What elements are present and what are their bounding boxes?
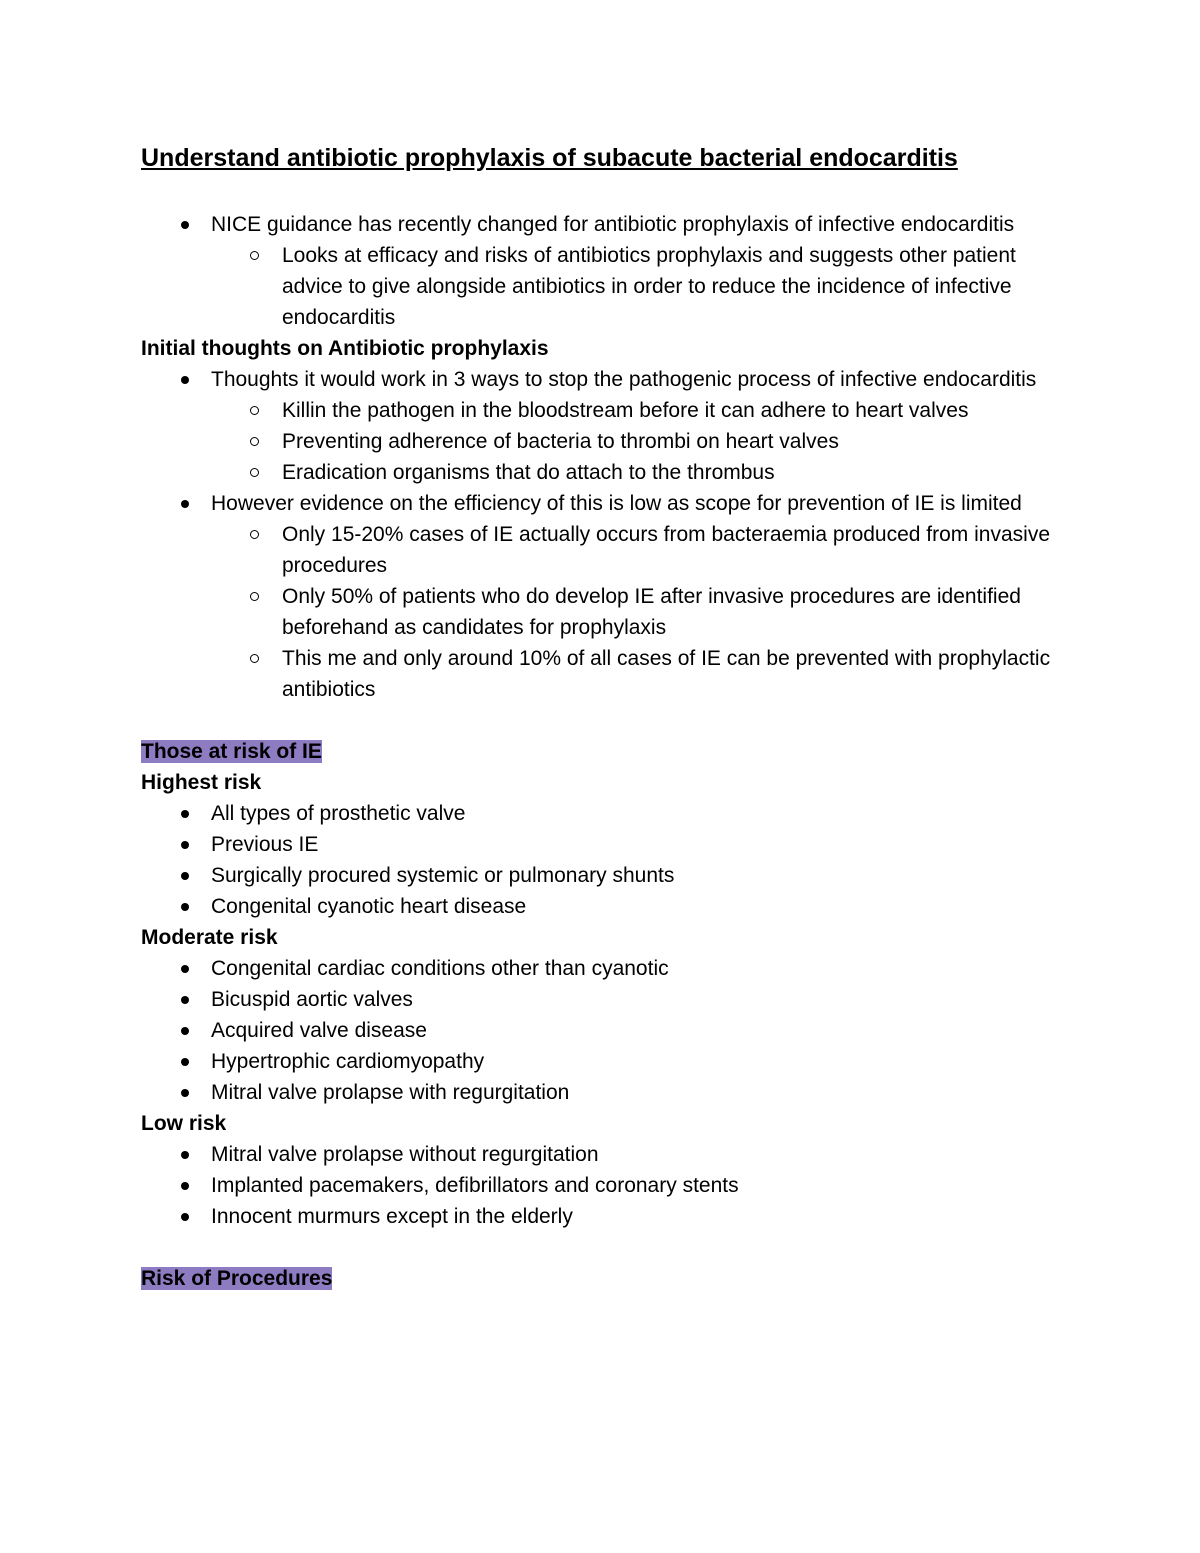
list-item: Congenital cyanotic heart disease — [141, 891, 1071, 922]
list-item: Acquired valve disease — [141, 1015, 1071, 1046]
list-item: Innocent murmurs except in the elderly — [141, 1201, 1071, 1232]
sub-list — [211, 519, 1071, 705]
intro-list — [141, 209, 1071, 333]
list-item-text: However evidence on the efficiency of this is low as scope for prevention of IE is limited — [211, 492, 1022, 515]
sub-list-item: Eradication organisms that do attach to the thrombus — [141, 457, 1071, 488]
sub-list-item: This me and only around 10% of all cases of IE can be prevented with prophylactic antibiotics — [141, 643, 1071, 705]
list-item: All types of prosthetic valve — [141, 798, 1071, 829]
sub-list-item: Preventing adherence of bacteria to thrombi on heart valves — [141, 426, 1071, 457]
highlighted-heading-text: Risk of Procedures — [141, 1267, 333, 1290]
list-item: Implanted pacemakers, defibrillators and coronary stents — [141, 1170, 1071, 1201]
sub-list — [211, 395, 1071, 488]
subheading-highest-risk: Highest risk — [141, 771, 262, 794]
list-item — [141, 209, 1071, 333]
list-item: Surgically procured systemic or pulmonary shunts — [141, 860, 1071, 891]
highest-risk-list — [141, 798, 1071, 922]
list-item: Bicuspid aortic valves — [141, 984, 1071, 1015]
list-item — [141, 364, 1071, 488]
sub-list-item: Killin the pathogen in the bloodstream before it can adhere to heart valves — [141, 395, 1071, 426]
list-item — [141, 488, 1071, 705]
spacer — [141, 1232, 1071, 1263]
spacer — [141, 705, 1071, 736]
section-heading-risk — [141, 736, 1071, 767]
moderate-risk-list — [141, 953, 1071, 1108]
list-item: Congenital cardiac conditions other than cyanotic — [141, 953, 1071, 984]
low-risk-list — [141, 1139, 1071, 1232]
highlighted-heading-text: Those at risk of IE — [141, 740, 322, 763]
sub-list — [211, 240, 1071, 333]
document-page — [141, 140, 1071, 1294]
subheading-low-risk: Low risk — [141, 1112, 227, 1135]
sub-list-item: Only 50% of patients who do develop IE after invasive procedures are identified beforehand as candidates for prophylaxis — [141, 581, 1071, 643]
list-item-text: NICE guidance has recently changed for antibiotic prophylaxis of infective endocarditis — [211, 213, 1015, 236]
sub-list-item: Looks at efficacy and risks of antibiotics prophylaxis and suggests other patient advice to give alongside antibiotics in order to reduce the incidence of infective endocarditis — [141, 240, 1071, 333]
initial-thoughts-list — [141, 364, 1071, 705]
list-item: Hypertrophic cardiomyopathy — [141, 1046, 1071, 1077]
section-heading-procedures — [141, 1263, 1071, 1294]
sub-list-item: Only 15-20% cases of IE actually occurs from bacteraemia produced from invasive procedures — [141, 519, 1071, 581]
section-heading-initial-thoughts: Initial thoughts on Antibiotic prophylaxis — [141, 337, 549, 360]
page-title: Understand antibiotic prophylaxis of subacute bacterial endocarditis — [141, 144, 958, 172]
list-item: Mitral valve prolapse with regurgitation — [141, 1077, 1071, 1108]
list-item-text: Thoughts it would work in 3 ways to stop the pathogenic process of infective endocarditis — [211, 368, 1037, 391]
subheading-moderate-risk: Moderate risk — [141, 926, 278, 949]
list-item: Previous IE — [141, 829, 1071, 860]
list-item: Mitral valve prolapse without regurgitation — [141, 1139, 1071, 1170]
